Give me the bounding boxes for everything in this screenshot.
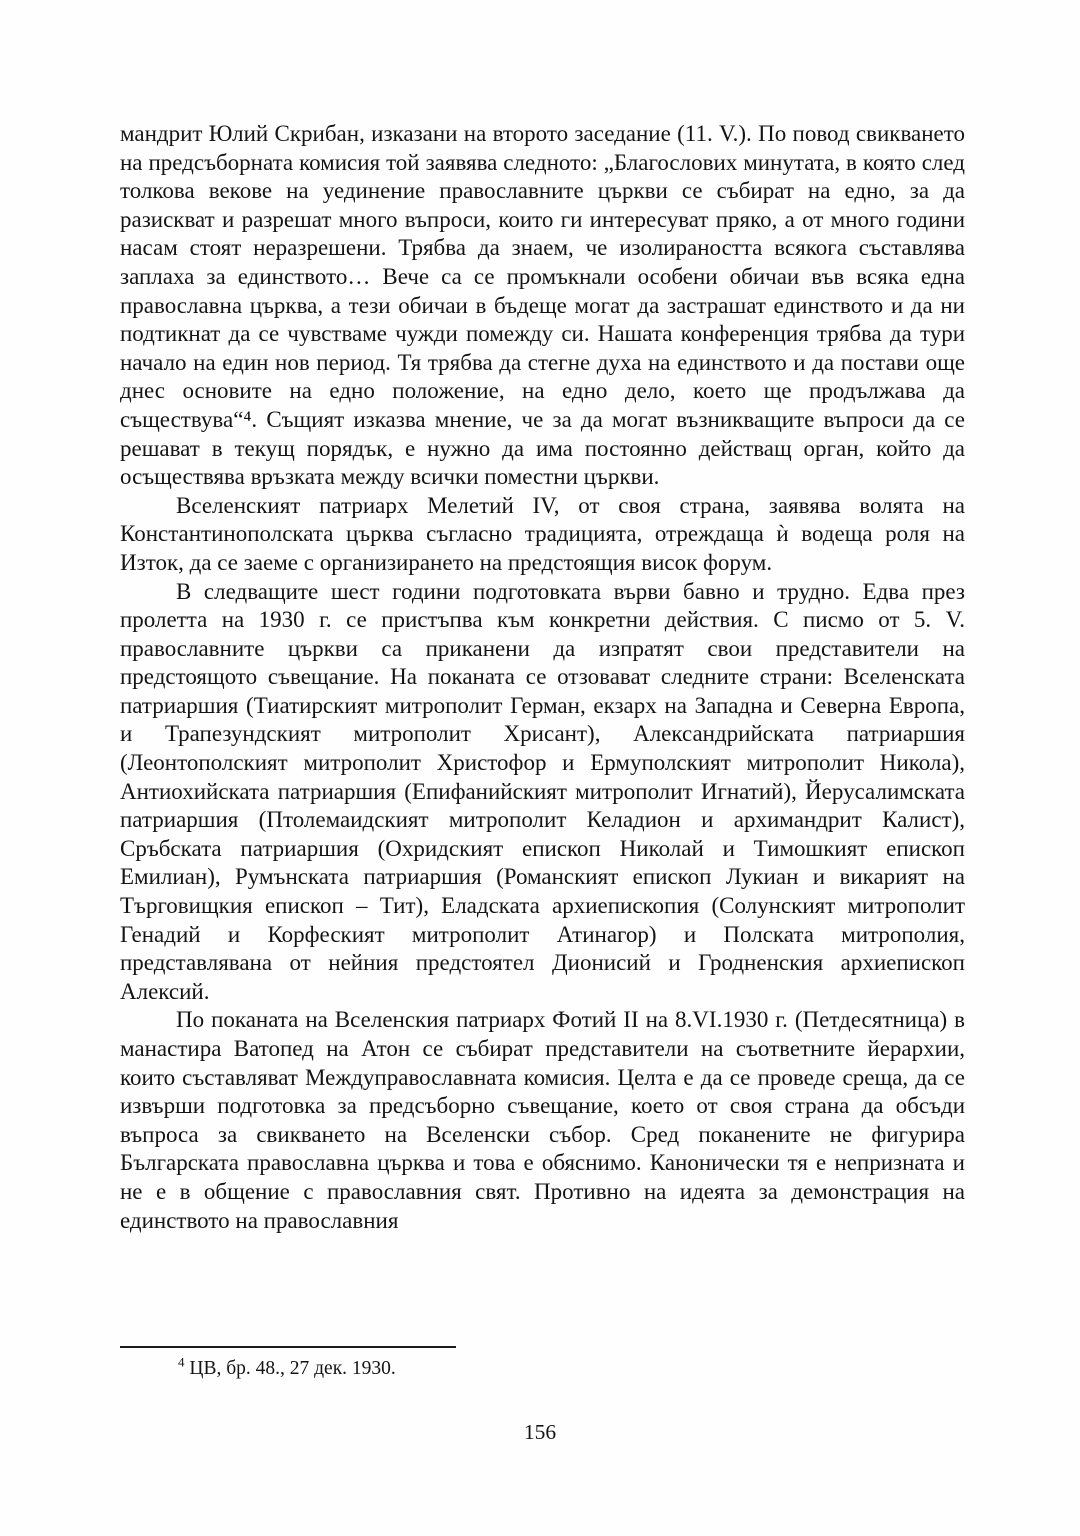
- footnote: [120, 1356, 965, 1382]
- footnote-text: ЦВ, бр. 48., 27 дек. 1930.: [184, 1358, 396, 1379]
- footnote-area: [120, 1346, 965, 1382]
- body-text: [120, 120, 965, 1235]
- paragraph: мандрит Юлий Скрибан, изказани на второто заседание (11. V.). По повод свикването на предсъборната комисия той заявява следното: „Благослових минутата, в която след толкова векове на уединение православните църкви се събират на едно, за да разискват и разрешат много въпроси, които ги интересуват пряко, а от много години насам стоят неразрешени. Трябва да знаем, че изолираността всякога съставлява заплаха за единството… Вече са се промъкнали особени обичаи във всяка една православна църква, а тези обичаи в бъдеще могат да застрашат единството и да ни подтикнат да се чувстваме чужди помежду си. Нашата конференция трябва да тури начало на един нов период. Тя трябва да стегне духа на единството и да постави още днес основите на едно положение, на едно дело, което ще продължава да съществува“⁴. Същият изказва мнение, че за да могат възникващите въпроси да се решават в текущ порядък, е нужно да има постоянно действащ орган, който да осъществява връзката между всички поместни църкви.: [120, 121, 965, 490]
- paragraph: В следващите шест години подготовката върви бавно и трудно. Едва през пролетта на 1930 г. се пристъпва към конкретни действия. С писмо от 5. V. православните църкви са приканени да изпратят свои представители на предстоящото съвещание. На поканата се отзовават следните страни: Вселенската патриаршия (Тиатирският митрополит Герман, екзарх на Западна и Северна Европа, и Трапезундският митрополит Хрисант), Александрийската патриаршия (Леонтополският митрополит Христофор и Ермуполският митрополит Никола), Антиохийската патриаршия (Епифанийският митрополит Игнатий), Йерусалимската патриаршия (Птолемаидският митрополит Келадион и архимандрит Калист), Сръбската патриаршия (Охридският епископ Николай и Тимошкият епископ Емилиан), Румънската патриаршия (Романският епископ Лукиан и викарият на Търговищкия епископ – Тит), Еладската архиепископия (Солунският митрополит Генадий и Корфеският митрополит Атинагор) и Полската митрополия, представлявана от нейния предстоятел Дионисий и Гродненския архиепископ Алексий.: [120, 578, 965, 1004]
- footnote-divider: [120, 1346, 456, 1348]
- page-number: 156: [523, 1420, 557, 1444]
- paragraph: По поканата на Вселенския патриарх Фотий II на 8.VI.1930 г. (Петдесятница) в манастира Ватопед на Атон се събират представители на съответните йерархии, които съставляват Междуправославната комисия. Целта е да се проведе среща, да се извърши подготовка за предсъборно съвещание, което от своя страна да обсъди въпроса за свикването на Вселенски събор. Сред поканените не фигурира Българската православна църква и това е обяснимо. Канонически тя е непризната и не е в общение с православния свят. Противно на идеята за демонстрация на единството на православния: [120, 1007, 965, 1233]
- paragraph: Вселенският патриарх Мелетий IV, от своя страна, заявява волята на Константинополската църква съгласно традицията, отреждаща ѝ водеща роля на Изток, да се заеме с организирането на предстоящия висок форум.: [120, 492, 965, 575]
- footnote-marker: 4: [178, 1354, 185, 1370]
